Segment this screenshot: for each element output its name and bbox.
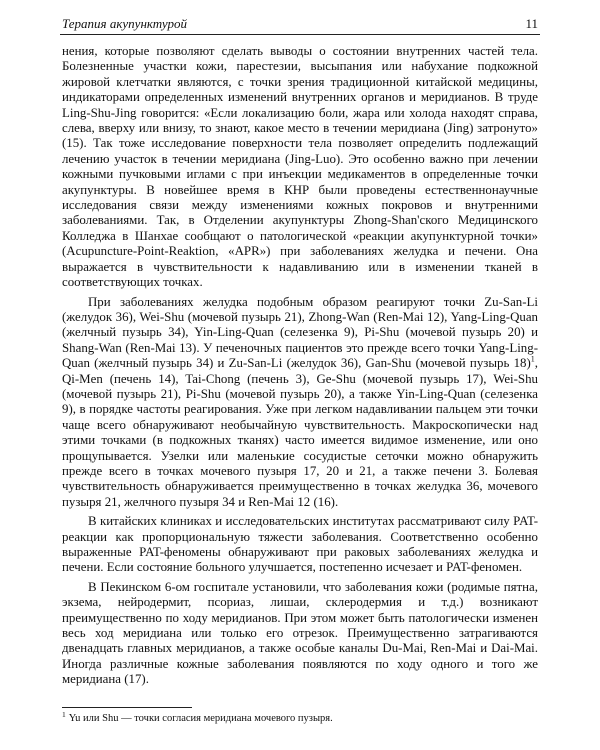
footnote-mark: 1 bbox=[62, 709, 66, 719]
paragraph-2-part-2: , Qi-Men (печень 14), Tai-Chong (печень 3), Ge-Shu (мочевой пузырь 17), Wei-Shu (мочевой пузырь 21), Pi-Shu (мочевой пузырь 20), а также Yin-Ling-Quan (селезенка 9), в порядке частоты реагирования. Уже при легком надавливании пальцем эти точки чаще всего обнаруживают необычайную чувствительность. Макроскопически над этими точками (в подкожных тканях) часто имеется видимое изменение, или оно прощупывается. Узелки или маленькие сосудистые сеточки можно обнаружить прежде всего в точках мочевого пузыря 17, 20 и 21, а также печени 3. Болевая чувствительность обнаруживается преимущественно в точках желудка 36, мочевого пузыря 21, желчного пузыря 34 и Ren-Mai 12 (16). bbox=[62, 356, 538, 509]
footnote-separator bbox=[62, 707, 192, 708]
footnote-text: Yu или Shu — точки согласия меридиана мочевого пузыря. bbox=[68, 713, 333, 724]
paragraph-2 bbox=[62, 295, 538, 511]
page-number: 11 bbox=[525, 16, 538, 31]
paragraph-4: В Пекинском 6-ом госпитале установили, что заболевания кожи (родимые пятна, экзема, нейродермит, псориаз, лишаи, склеродермия и т.д.) возникают преимущественно по ходу меридианов. При этом может быть патологически изменен весь ход меридиана или только его отрезок. Преимущественно затрагиваются двенадцать главных меридианов, а также особые каналы Du-Mai, Ren-Mai и Dai-Mai. Иногда различные кожные заболевания появляются по ходу одного и того же меридиана (17). bbox=[62, 579, 538, 687]
paragraph-3: В китайских клиниках и исследовательских институтах рассматривают силу PAT-реакции как пропорциональную тяжести заболевания. Соответственно особенно выраженные PAT-феномены обнаруживают при раковых заболеваниях желудка и печени. Если состояние больного улучшается, постепенно исчезает и PAT-феномен. bbox=[62, 514, 538, 575]
body-text bbox=[62, 44, 538, 692]
running-title: Терапия акупунктурой bbox=[62, 16, 187, 31]
paragraph-2-part-1: При заболеваниях желудка подобным образом реагируют точки Zu-San-Li (желудок 36), Wei-Shu (мочевой пузырь 21), Zhong-Wan (Ren-Mai 12), Yang-Ling-Quan (желчный пузырь 34), Yin-Ling-Quan (селезенка 9), Pi-Shu (мочевой пузырь 20) и Shang-Wan (Ren-Mai 13). У печеночных пациентов это прежде всего точки Yang-Ling-Quan (желчный пузырь 34) и Zu-San-Li (желудок 36), Gan-Shu (мочевой пузырь 18) bbox=[62, 294, 538, 371]
paragraph-1: нения, которые позволяют сделать выводы о состоянии внутренних частей тела. Болезненные участки кожи, парестезии, высыпания или набухание подкожной жировой клетчатки являются, с точки зрения традиционной китайской медицины, индикаторами определенных изменений внутренних органов и меридианов. В труде Ling-Shu-Jing говорится: «Если локализацию боли, жара или холода находят справа, слева, вверху или внизу, то знают, какое место в течении меридиана (Jing) затронуто» (15). Так тоже исследование поверхности тела позволяет определить подлежащий лечению участок в течении меридиана (Jing-Luo). Это особенно важно при лечении кожными пучковыми иглами с при инъекции медикаментов в определенные точки акупунктуры. В новейшее время в КНР были проведены естественнонаучные исследования связи между изменениями кожных покровов и внутренними заболеваниями. Так, в Отделении акупунктуры Zhong-Shan'ского Медицинского Колледжа в Шанхае сообщают о патологической «реакции акупунктурной точки» (Acupuncture-Point-Reaktion, «APR») при заболеваниях желудка и печени. Она выражается в чувствительности к надавливанию или в изменении тканей в соответствующих точках. bbox=[62, 44, 538, 290]
footnote bbox=[62, 709, 538, 725]
running-header bbox=[60, 14, 540, 35]
footnote-reference: 1 bbox=[530, 354, 535, 364]
